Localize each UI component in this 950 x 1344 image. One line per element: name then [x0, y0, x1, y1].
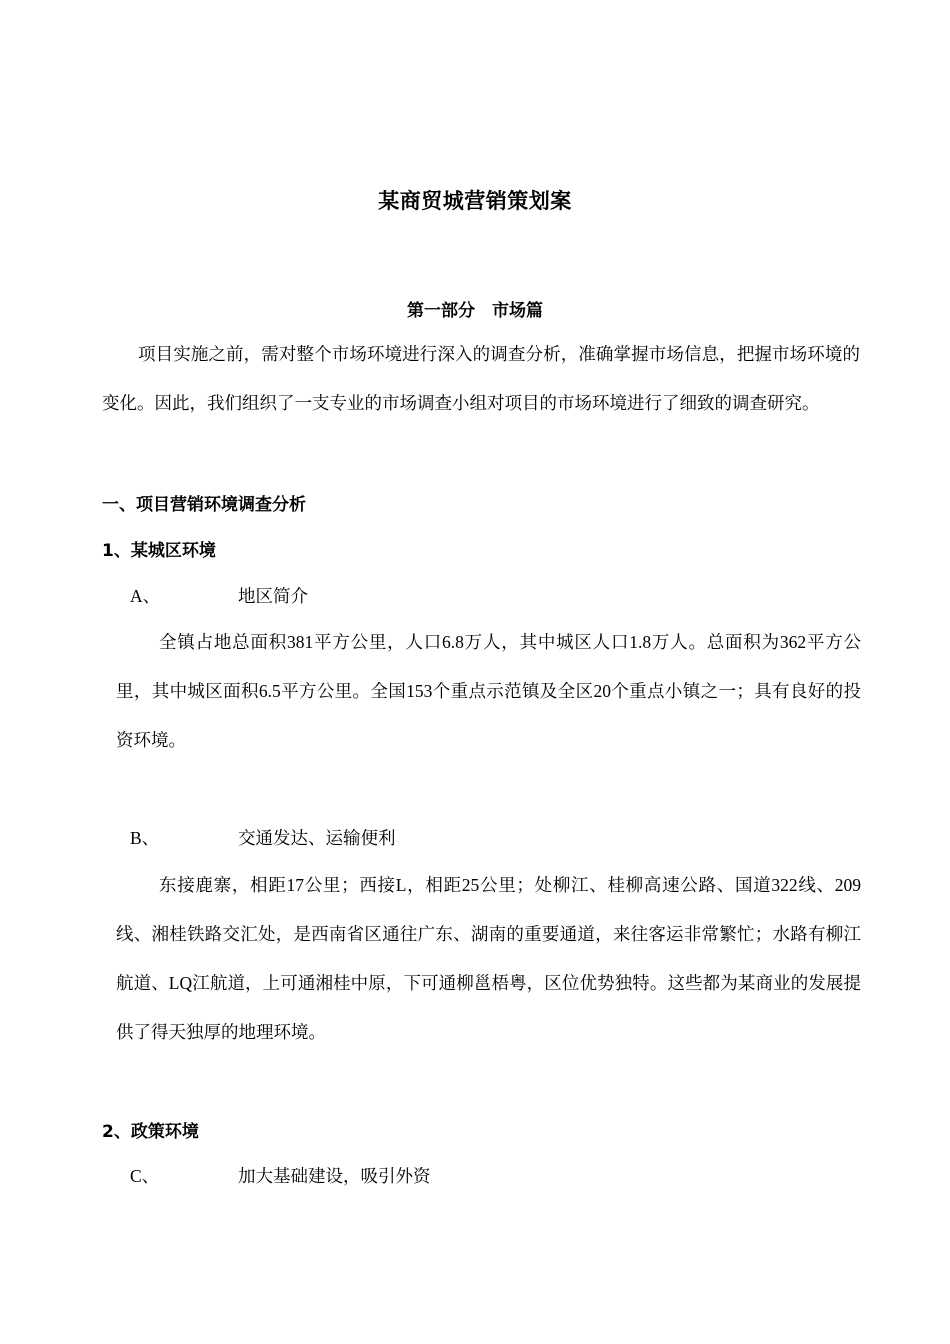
item-c-heading — [130, 1163, 431, 1188]
item-c-label: 加大基础建设，吸引外资 — [238, 1166, 431, 1186]
part-title: 第一部分 市场篇 — [407, 301, 543, 321]
subsection-heading-city: 1、某城区环境 — [102, 541, 216, 561]
item-a-heading — [130, 583, 308, 608]
item-a-label: 地区简介 — [238, 586, 308, 606]
intro-paragraph: 项目实施之前，需对整个市场环境进行深入的调查分析，准确掌握市场信息，把握市场环境的变化。因此，我们组织了一支专业的市场调查小组对项目的市场环境进行了细致的调查研究。 — [102, 344, 860, 413]
subsection-heading-policy: 2、政策环境 — [102, 1122, 199, 1142]
item-a-paragraph: 全镇占地总面积381平方公里，人口6.8万人，其中城区人口1.8万人。总面积为362平方公里，其中城区面积6.5平方公里。全国153个重点示范镇及全区20个重点小镇之一；具有良好的投资环境。 — [116, 632, 861, 750]
item-a-letter: A、 — [130, 586, 161, 606]
section-heading: 一、项目营销环境调查分析 — [102, 495, 306, 515]
item-c-letter: C、 — [130, 1166, 160, 1186]
document-title: 某商贸城营销策划案 — [378, 189, 572, 213]
item-b-paragraph: 东接鹿寨，相距17公里；西接L，相距25公里；处柳江、桂柳高速公路、国道322线、209线、湘桂铁路交汇处，是西南省区通往广东、湖南的重要通道，来往客运非常繁忙；水路有柳江航道、LQ江航道，上可通湘桂中原，下可通柳邕梧粤，区位优势独特。这些都为某商业的发展提供了得天独厚的地理环境。 — [116, 875, 861, 1042]
item-b-letter: B、 — [130, 828, 160, 848]
item-b-heading — [130, 825, 396, 850]
item-b-label: 交通发达、运输便利 — [238, 828, 396, 848]
